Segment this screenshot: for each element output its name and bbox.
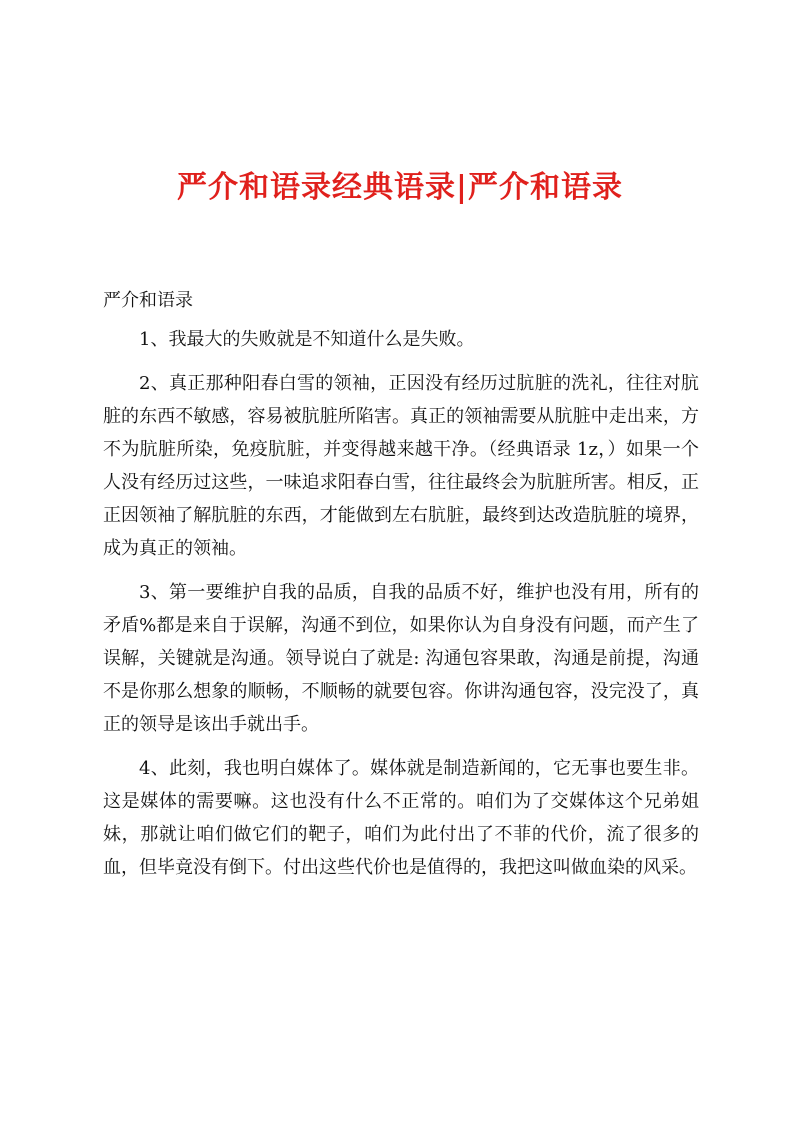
quote-paragraph-1: 1、我最大的失败就是不知道什么是失败。 bbox=[139, 329, 475, 350]
quote-paragraph-2: 2、真正那种阳春白雪的领袖，正因没有经历过肮脏的洗礼，往往对肮脏的东西不敏感，容易被肮脏所陷害。真正的领袖需要从肮脏中走出来，方不为肮脏所染，免疫肮脏，并变得越来越干净。（经典语录 1z，）如果一个人没有经历过这些，一味追求阳春白雪，往往最终会为肮脏所害。相反，正正因领袖了解肮脏的东西，才能做到左右肮脏，最终到达改造肮脏的境界，成为真正的领袖。 bbox=[103, 373, 699, 559]
section-heading: 严介和语录 bbox=[103, 290, 193, 311]
document-body bbox=[103, 284, 699, 895]
page-title: 严介和语录经典语录|严介和语录 bbox=[177, 170, 623, 205]
quote-paragraph-3: 3、第一要维护自我的品质，自我的品质不好，维护也没有用，所有的矛盾%都是来自于误解，沟通不到位，如果你认为自身没有问题，而产生了误解，关键就是沟通。领导说白了就是: 沟通包容果敢，沟通是前提，沟通不是你那么想象的顺畅，不顺畅的就要包容。你讲沟通包容，没完没了，真正的领导是该出手就出手。 bbox=[103, 582, 699, 735]
quote-paragraph-4: 4、此刻，我也明白媒体了。媒体就是制造新闻的，它无事也要生非。这是媒体的需要嘛。这也没有什么不正常的。咱们为了交媒体这个兄弟姐妹，那就让咱们做它们的靶子，咱们为此付出了不菲的代价，流了很多的血，但毕竟没有倒下。付出这些代价也是值得的，我把这叫做血染的风采。 bbox=[103, 758, 699, 878]
